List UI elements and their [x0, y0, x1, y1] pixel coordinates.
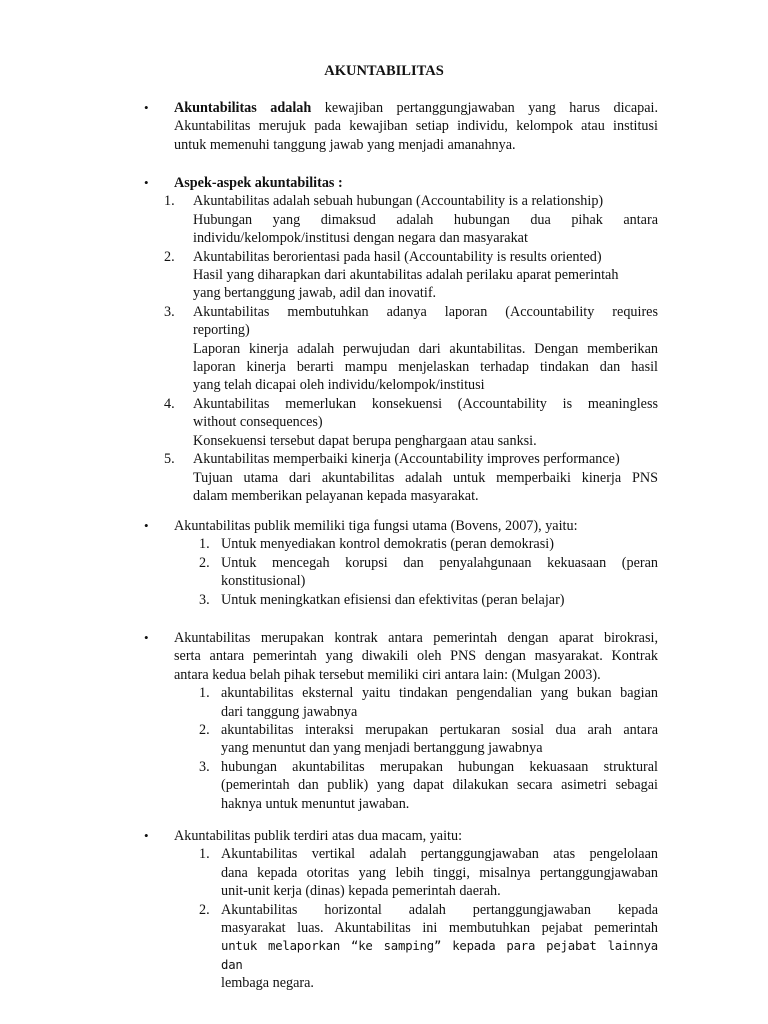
bullet-icon: •	[144, 630, 149, 645]
section-definition	[144, 99, 658, 154]
aspects-list	[164, 192, 658, 505]
definition-line-2: Akuntabilitas merujuk pada kewajiban setiap individu, kelompok atau institusi	[174, 118, 658, 135]
contract-list	[199, 684, 658, 813]
bullet-icon: •	[144, 518, 149, 533]
list-item: 2. Akuntabilitas horizontal adalah pertanggungjawaban kepada masyarakat luas. Akuntabilitas ini membutuhkan pejabat pemerintah untuk melaporkan “ke samping” kepada para pejabat lainnya dan lembaga negara.	[199, 901, 658, 992]
list-item: 3. Untuk meningkatkan efisiensi dan efektivitas (peran belajar)	[199, 591, 565, 608]
section-contract	[144, 629, 658, 813]
bullet-icon: •	[144, 100, 149, 115]
contract-line-3: antara kedua belah pihak tersebut memiliki ciri antara lain: (Mulgan 2003).	[174, 666, 601, 683]
list-item: 4. Akuntabilitas memerlukan konsekuensi (Accountability is meaningless without consequences) Konsekuensi tersebut dapat berupa penghargaan atau sanksi.	[164, 395, 658, 449]
definition-line-3: untuk memenuhi tanggung jawab yang menjadi amanahnya.	[174, 136, 516, 153]
list-item: 2. akuntabilitas interaksi merupakan pertukaran sosial dua arah antara yang menuntut dan yang menjadi bertanggung jawabnya	[199, 722, 658, 757]
list-item: 2. Akuntabilitas berorientasi pada hasil (Accountability is results oriented) Hasil yang diharapkan dari akuntabilitas adalah perilaku aparat pemerintah yang bertanggung jawab, adil dan inovatif.	[164, 248, 619, 302]
contract-line-1: Akuntabilitas merupakan kontrak antara pemerintah dengan aparat birokrasi,	[174, 630, 658, 646]
document-title: AKUNTABILITAS	[324, 63, 444, 79]
aspects-heading: Aspek-aspek akuntabilitas :	[174, 175, 343, 191]
functions-intro: Akuntabilitas publik memiliki tiga fungsi utama (Bovens, 2007), yaitu:	[174, 518, 578, 534]
functions-list	[199, 535, 658, 609]
list-item: 1. Akuntabilitas vertikal adalah pertanggungjawaban atas pengelolaan dana kepada otoritas yang lebih tinggi, misalnya pertanggungjawaban unit-unit kerja (dinas) kepada pemerintah daerah.	[199, 846, 658, 900]
definition-term: Akuntabilitas adalah	[174, 100, 312, 116]
list-item: 3. hubungan akuntabilitas merupakan hubungan kekuasaan struktural (pemerintah dan publik) yang dapat dilakukan secara asimetri sebagai haknya untuk menuntut jawaban.	[199, 758, 658, 812]
list-item: 2. Untuk mencegah korupsi dan penyalahgunaan kekuasaan (peran konstitusional)	[199, 554, 658, 590]
list-item: 1. Akuntabilitas adalah sebuah hubungan (Accountability is a relationship) Hubungan yang dimaksud adalah hubungan dua pihak antara individu/kelompok/institusi dengan negara dan masyarakat	[164, 193, 658, 247]
bullet-icon: •	[144, 175, 149, 190]
definition-line-1: Akuntabilitas adalah kewajiban pertanggungjawaban yang harus dicapai.	[174, 100, 658, 116]
contract-line-2: serta antara pemerintah yang diwakili oleh PNS dengan masyarakat. Kontrak	[174, 648, 658, 665]
section-types	[144, 827, 658, 993]
types-list	[199, 845, 658, 992]
types-intro: Akuntabilitas publik terdiri atas dua macam, yaitu:	[174, 828, 463, 844]
section-aspects	[144, 174, 658, 505]
section-public-functions	[144, 517, 658, 609]
list-item: 1. Untuk menyediakan kontrol demokratis (peran demokrasi)	[199, 536, 554, 553]
list-item: 5. Akuntabilitas memperbaiki kinerja (Accountability improves performance) Tujuan utama dari akuntabilitas adalah untuk memperbaiki kinerja PNS dalam memberikan pelayanan kepada masyarakat.	[164, 451, 658, 504]
bullet-icon: •	[144, 828, 149, 843]
list-item: 1. akuntabilitas eksternal yaitu tindakan pengendalian yang bukan bagian dari tanggung jawabnya	[199, 685, 658, 720]
list-item: 3. Akuntabilitas membutuhkan adanya laporan (Accountability requires reporting) Laporan kinerja adalah perwujudan dari akuntabilitas. Dengan memberikan laporan kinerja berarti mampu menjelaskan terhadap tindakan dan hasil yang telah dicapai oleh individu/kelompok/institusi	[164, 303, 658, 394]
